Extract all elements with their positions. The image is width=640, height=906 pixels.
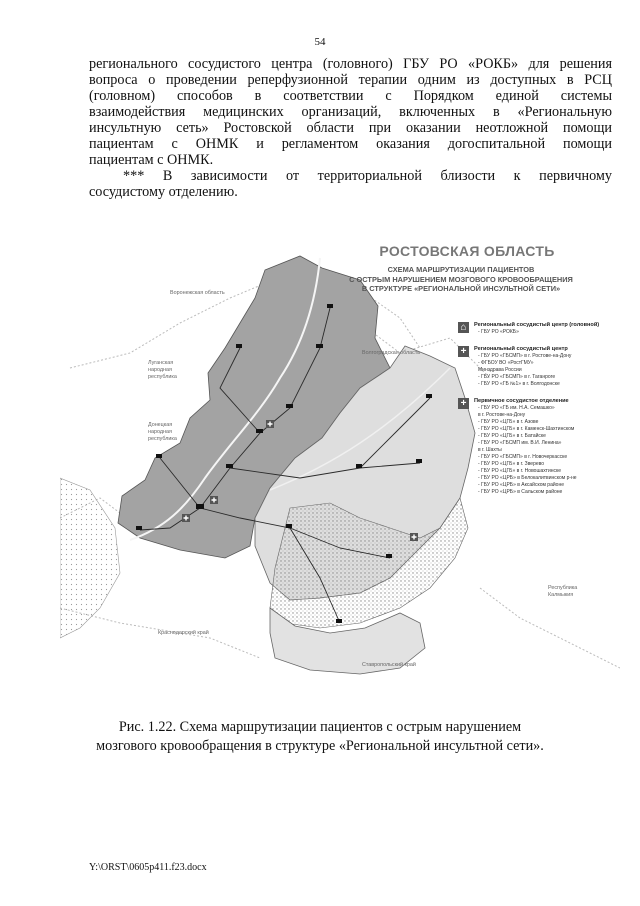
city-marker [316, 344, 323, 348]
city-marker [136, 526, 142, 530]
figure-caption [60, 718, 580, 756]
regional-center-cross-icon: + [458, 346, 469, 357]
neighbor-label-voronezh: Воронежская область [170, 290, 225, 296]
body-paragraph [89, 56, 612, 200]
caption-line: Рис. 1.22. Схема маршрутизации пациентов с острым нарушением [118, 719, 522, 735]
neighbor-label-kalmykia: Республика Калмыкия [548, 585, 578, 598]
legend-item: - ГБУ РО «ГБ им. Н.А. Семашко» [478, 405, 555, 411]
legend-item: - ГБУ РО «ГБСМП» в г. Ростове-на-Дону [478, 353, 572, 359]
city-marker [336, 619, 342, 623]
legend-title: Региональный сосудистый центр (головной) [474, 322, 600, 328]
city-marker [416, 459, 422, 463]
legend-item: - ФГБОУ ВО «РостГМУ» [478, 360, 534, 366]
neighbor-label-lugansk: Луганская народная республика [148, 360, 177, 380]
map-subtitle-line: С ОСТРЫМ НАРУШЕНИЕМ МОЗГОВОГО КРОВООБРАЩЕНИЯ [349, 274, 573, 284]
map-subtitle-line: СХЕМА МАРШРУТИЗАЦИИ ПАЦИЕНТОВ [387, 265, 535, 274]
primary-department-cross-icon: + [458, 398, 469, 409]
city-marker [426, 394, 432, 398]
map-legend [458, 322, 608, 506]
legend-item: - ГБУ РО «ЦГБ» в г. Каменск-Шахтинском [478, 426, 575, 432]
legend-item: в г. Шахты [478, 447, 502, 453]
map-title [372, 243, 562, 259]
city-marker [356, 464, 362, 468]
city-marker [236, 344, 242, 348]
note-line: *** В зависимости от территориальной близости к первичному [123, 168, 612, 184]
legend-item: - ГБУ РО «ЦРБ» в Сальском районе [478, 489, 563, 495]
paragraph-line: инсультную сеть» Ростовской области при оказании неотложной помощи [89, 120, 612, 136]
paragraph-line: пациентам с ОНМК и регламентом оказания догоспитальной помощи [89, 136, 612, 152]
note-line: сосудистому отделению. [89, 184, 238, 200]
legend-title: Первичное сосудистое отделение [474, 398, 569, 404]
paragraph-line: вопроса о проведении реперфузионной терапии одним из доступных в РСЦ [89, 72, 612, 88]
paragraph-line: пациентам с ОНМК. [89, 152, 214, 168]
legend-item: - ГБУ РО «ЦГБ» в г. Зверево [478, 461, 545, 467]
legend-item: - ГБУ РО «ГБСМП» в г. Новочеркасске [478, 454, 568, 460]
paragraph-line: регионального сосудистого центра (головного) ГБУ РО «РОКБ» для решения [89, 56, 612, 72]
city-marker [226, 464, 233, 468]
file-path-footer: Y:\ORST\0605p411.f23.docx [89, 862, 207, 873]
neighbor-label-volgograd: Волгоградская область [362, 350, 421, 356]
legend-item: - ГБУ РО «ЦРБ» в Белокалитвинском р-не [478, 475, 577, 481]
city-marker [156, 454, 162, 458]
caption-line: мозгового кровообращения в структуре «Региональной инсультной сети». [96, 738, 544, 754]
head-center-icon: ⌂ [458, 322, 469, 333]
legend-title: Региональный сосудистый центр [474, 346, 568, 352]
paragraph-line: (головном) способов в соответствии с Порядком единой системы [89, 88, 612, 104]
neighbor-label-donetsk: Донецкая народная республика [148, 422, 177, 442]
city-marker [196, 504, 204, 509]
map-title-text: РОСТОВСКАЯ ОБЛАСТЬ [379, 243, 555, 259]
legend-item: - ГБУ РО «ГБ №1» в г. Волгодонске [478, 381, 560, 387]
city-marker [386, 554, 392, 558]
legend-item: - ГБУ РО «ГБСМП» в г. Таганроге [478, 374, 556, 380]
paragraph-line: взаимодействия медицинских организаций, включенных в «Региональную [89, 104, 612, 120]
legend-item: в г. Ростове-на-Дону [478, 412, 526, 418]
neighbor-label-stavropol: Ставропольский край [362, 662, 416, 668]
legend-group-pso [458, 398, 608, 496]
map-subtitle [316, 265, 606, 294]
city-marker [286, 524, 292, 528]
legend-item: - ГБУ РО «ГБСМП им. В.И. Ленина» [478, 440, 562, 446]
page-number: 54 [314, 36, 326, 48]
legend-item: - ГБУ РО «ЦРБ» в Аксайском районе [478, 482, 564, 488]
legend-item: - ГБУ РО «ЦГБ» в г. Новошахтинске [478, 468, 562, 474]
city-marker [327, 304, 333, 308]
city-marker [256, 429, 263, 433]
legend-group-head [458, 322, 608, 336]
legend-item: Минздрава России [478, 367, 522, 373]
neighbor-label-krasnodar: Краснодарский край [158, 630, 209, 636]
map-subtitle-line: В СТРУКТУРЕ «РЕГИОНАЛЬНОЙ ИНСУЛЬТНОЙ СЕТИ» [361, 284, 561, 293]
legend-item: - ГБУ РО «ЦГБ» в г. Азове [478, 419, 539, 425]
legend-group-rsc [458, 346, 608, 388]
city-marker [286, 404, 293, 408]
legend-item: - ГБУ РО «ЦГБ» в г. Батайске [478, 433, 546, 439]
legend-item: - ГБУ РО «РОКБ» [478, 329, 519, 335]
coastal-area [60, 478, 120, 638]
